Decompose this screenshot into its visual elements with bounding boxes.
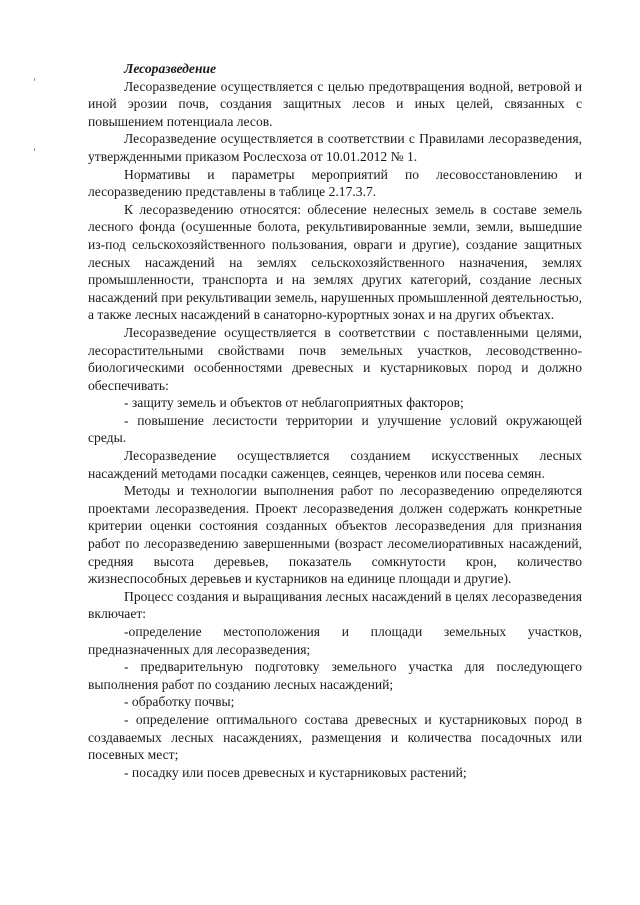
list-item: - предварительную подготовку земельного участка для последующего выполнения работ по созданию лесных насаждений;: [88, 659, 582, 692]
list-item: - обработку почвы;: [124, 694, 235, 710]
list-item: - определение оптимального состава древесных и кустарниковых пород в создаваемых лесных насаждениях, размещения и количества посадочных или посевных мест;: [88, 711, 582, 763]
scan-mark: [34, 78, 35, 81]
scan-mark: [34, 148, 35, 151]
list-item: - посадку или посев древесных и кустарниковых растений;: [124, 764, 467, 780]
list-item: - повышение лесистости территории и улучшение условий окружающей среды.: [88, 412, 582, 446]
paragraph: Лесоразведение осуществляется созданием искусственных лесных насаждений методами посадки саженцев, сеянцев, черенков или посева семян.: [88, 448, 582, 481]
list-item: - защиту земель и объектов от неблагоприятных факторов;: [124, 395, 464, 411]
paragraph: Методы и технологии выполнения работ по лесоразведению определяются проектами лесоразведения. Проект лесоразведения должен содержать конкретные критерии оценки состояния созданных объектов лесоразведения для признания работ по лесоразведению завершенными (возраст лесомелиоративных насаждений, средняя высота деревьев, показатель сомкнутости крон, количество жизнеспособных деревьев и кустарников на единице площади и другие).: [88, 483, 582, 587]
paragraph: Процесс создания и выращивания лесных насаждений в целях лесоразведения включает:: [88, 588, 582, 622]
paragraph: Лесоразведение осуществляется с целью предотвращения водной, ветровой и иной эрозии почв, создания защитных лесов и иных целей, связанных с повышением потенциала лесов.: [88, 78, 582, 129]
paragraph: Нормативы и параметры мероприятий по лесовосстановлению и лесоразведению представлены в таблице 2.17.3.7.: [88, 166, 582, 200]
paragraph: Лесоразведение осуществляется в соответствии с Правилами лесоразведения, утвержденными приказом Рослесхоза от 10.01.2012 № 1.: [88, 131, 582, 164]
paragraph: К лесоразведению относятся: облесение нелесных земель в составе земель лесного фонда (осушенные болота, рекультивированные земли, земли, вышедшие из-под сельскохозяйственного пользования, овраги и другие), создание защитных лесных насаждений на землях сельскохозяйственного назначения, землях промышленности, транспорта и на землях других категорий, создание лесных насаждений при рекультивации земель, нарушенных промышленной деятельностью, а также лесных насаждений в санаторно-курортных зонах и на других объектах.: [88, 201, 582, 323]
list-item: -определение местоположения и площади земельных участков, предназначенных для лесоразведения;: [88, 624, 582, 657]
paragraph: Лесоразведение осуществляется в соответствии с поставленными целями, лесорастительными свойствами почв земельных участков, лесоводственно-биологическими особенностями древесных и кустарниковых пород и должно обеспечивать:: [88, 324, 582, 393]
document-page: [88, 60, 582, 781]
section-heading: Лесоразведение: [124, 61, 217, 76]
